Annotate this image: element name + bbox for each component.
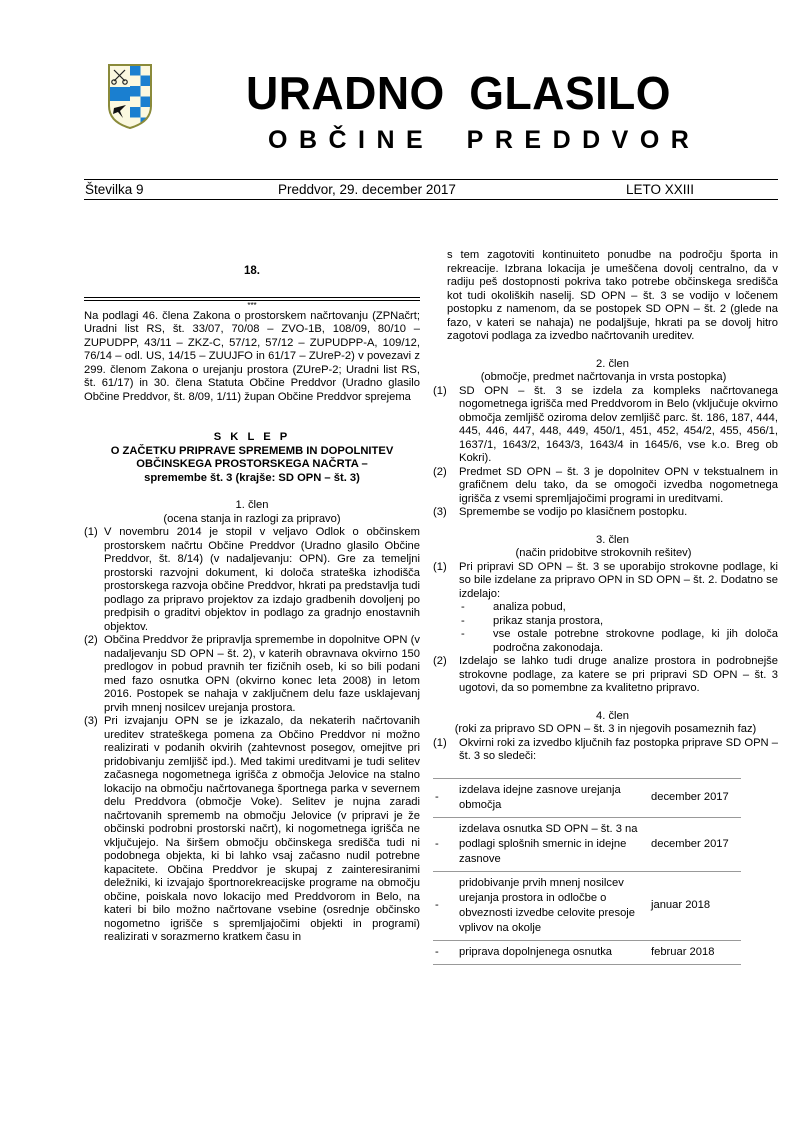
schedule-activity: izdelava idejne zasnove urejanja območja [459,778,651,817]
article-2-item: (1) SD OPN – št. 3 se izdela za kompleks načrtovanega nogometnega igrišča med Preddvorom in Belo (vključuje okvirno območja zemljišč oziroma delov zemljišč parc. št. 186, 187, 444, 445, 446, 447, 448, 449, 450/1, 451, 452, 454/2, 455, 456/1, 1637/1, 1643/2, 1643/3, 1643/4 in 1645/6, vse k.o. Breg ob Kokri). [433,384,779,464]
schedule-activity: priprava dopolnjenega osnutka [459,940,651,964]
article-1-item: (2) Občina Preddvor že pripravlja spremembe in dopolnitve OPN (v nadaljevanju SD OPN – št. 2), v katerih obravnava okvirno 150 predlogov in pobud pravnih ter fizičnih oseb, ki so bili podani med fazo osnutka OPN (okvirno konec leta 2008) in letom 2016. Postopek se nahaja v zaključnem delu faze usklajevanj prvih mnenj nosilcev urejanja prostora. [84,634,420,714]
table-row: - pridobivanje prvih mnenj nosilcev urejanja prostora in odločbe o obveznosti izvedbe celovite presoje vplivov na okolje januar 2018 [433,871,741,940]
issue-number: Številka 9 [85,182,144,197]
article-3-title: 3. člen [596,533,629,546]
separator-stars: *** [247,300,257,310]
table-row: - izdelava osnutka SD OPN – št. 3 na podlagi splošnih smernic in idejne zasnove december 2017 [433,817,741,871]
decision-heading [84,431,420,485]
article-4-subtitle: (roki za pripravo SD OPN – št. 3 in njegovih posameznih faz) [454,723,757,735]
article-3-bullet: - vse ostale potrebne strokovne podlage, ki jih določa področna zakonodaja. [461,628,778,654]
schedule-activity: pridobivanje prvih mnenj nosilcev urejanja prostora in odločbe o obveznosti izvedbe celovite presoje vplivov na okolje [459,871,651,940]
article-1-title: 1. člen [235,499,269,511]
article-2-item: (3) Spremembe se vodijo po klasičnem postopku. [433,506,688,518]
article-4-item: (1) Okvirni roki za izvedbo ključnih faz postopka priprave SD OPN – št. 3 so sledeči: [433,736,778,762]
decision-subtitle-2: OBČINSKEGA PROSTORSKEGA NAČRTA – [136,458,368,470]
act-number: 18. [244,265,260,277]
article-3-bullet: - analiza pobud, [461,601,566,613]
article-3-bullet: - prikaz stanja prostora, [461,614,604,627]
article-2-item: (2) Predmet SD OPN – št. 3 je dopolnitev OPN v tekstualnem in grafičnem delu tako, da se omogoči izvedba nogometnega igrišča z vsemi spremljajočimi programi in ureditvami. [433,465,778,505]
issue-year: LETO XXIII [626,182,695,197]
header-divider-top [84,179,778,180]
article-1-continuation: s tem zagotoviti kontinuiteto ponudbe na področju športa in rekreacije. Izbrana lokacija je umeščena dovolj centralno, da v radiju peš dostopnosti pokriva tako potrebe občinskega središča kot tudi okoliških naselij. SD OPN – št. 3 se vodijo v ločenem postopku z namenom, da se postopek SD OPN – št. 2 (glede na fazo, v kateri se nahaja) ne podaljšuje, hkrati pa se dovolj hitro zagotovi podlaga za izvedbo načrtovanih ureditev. [447,249,778,342]
article-3-item: (1) Pri pripravi SD OPN – št. 3 se uporabijo strokovne podlage, ki so bile izdelane za pripravo OPN in SD OPN – št. 2. Dodatno se izdelajo: [433,560,778,600]
article-4-title: 4. člen [596,709,629,722]
right-column [433,249,779,965]
decision-subtitle-3: spremembe št. 3 (krajše: SD OPN – št. 3) [144,471,360,484]
issue-bar [84,182,778,198]
article-2-subtitle: (območje, predmet načrtovanja in vrsta postopka) [480,371,727,383]
preamble: Na podlagi 46. člena Zakona o prostorskem načrtovanju (ZPNačrt; Uradni list RS, št. 33/07, 70/08 – ZVO-1B, 108/09, 80/10 – ZUPUDPP, 43/11 – ZKZ-C, 57/12, 57/12 – ZUPUDPP-A, 109/12, 76/14 – odl. US, 14/15 – ZUUJFO in 61/17 – ZUreP-2) v povezavi z 299. členom Zakona o urejanju prostora (ZUreP-2; Uradni list RS, št. 61/17) in 30. člena Statuta Občine Preddvor (Uradno glasilo Občine Preddvor, št. 8/09, 1/11) župan Občine Preddvor sprejema [84,309,420,403]
schedule-date: januar 2018 [651,871,741,940]
left-column [84,265,420,945]
coat-of-arms-logo [106,62,154,130]
schedule-date: december 2017 [651,817,741,871]
article-1-item: (3) Pri izvajanju OPN se je izkazalo, da nekaterih načrtovanih ureditev strateškega pomena za Občino Preddvor ni možno realizirati v podanih okvirih (zahtevnost posegov, omejitve pri pridobivanju zemljišč ipd.). Med takimi ureditvami je tudi selitev začasnega nogometnega igrišča z območja Jelovice na stalno lokacijo na območju načrtovanega športnega parka v severnem delu Preddvora (območje Voke). Selitev je nujna zaradi načrtovanih sprememb na območju Jelovice (v pripravi je že občinski podrobni prostorski načrt), ki nogometnega igrišča ne vključujejo. Na širšem območju občinskega središča tudi ni podobnega objekta, ki bi lahko vsaj začasno nudil potrebne kapacitete. Občina Preddvor je skupaj z zainteresiranimi deležniki, ki izvajajo športnorekreacijske programe na območju občine, poiskala novo lokacijo med Preddvorom in Belo, na kateri bi bilo možno načrtovane vsebine (osrednje občinsko nogometno igrišče s spremljajočimi objekti in programi) realizirati v sorazmerno kratkem času in [84,715,420,943]
article-3-item: (2) Izdelajo se lahko tudi druge analize prostora in podrobnejše strokovne podlage, za katere se pri pripravi SD OPN – št. 3 ugotovi, da so pomembne za kvalitetno pripravo. [433,655,778,694]
schedule-date: december 2017 [651,778,741,817]
schedule-activity: izdelava osnutka SD OPN – št. 3 na podlagi splošnih smernic in idejne zasnove [459,817,651,871]
article-2-title: 2. člen [596,357,629,370]
table-row: - izdelava idejne zasnove urejanja območja december 2017 [433,778,741,817]
issue-place-date: Preddvor, 29. december 2017 [278,182,456,197]
schedule-table [433,778,741,965]
header-divider-bottom [84,199,778,200]
table-row: - priprava dopolnjenega osnutka februar 2018 [433,940,741,964]
article-1-subtitle: (ocena stanja in razlogi za pripravo) [163,512,341,525]
schedule-date: februar 2018 [651,940,741,964]
publication-subtitle: OBČINE PREDDVOR [268,126,701,154]
decision-subtitle-1: O ZAČETKU PRIPRAVE SPREMEMB IN DOPOLNITEV [110,444,394,457]
article-3-subtitle: (način pridobitve strokovnih rešitev) [515,547,692,559]
publication-title: URADNO GLASILO [246,67,671,119]
decision-title: S K L E P [213,431,291,443]
article-1-item: (1) V novembru 2014 je stopil v veljavo Odlok o občinskem prostorskem načrtu Občine Preddvor (Uradno glasilo Občine Preddvor, št. 8/14) (v nadaljevanju: OPN). Gre za temeljni prostorski razvojni dokument, ki določa strateška izhodišča prostorskega razvoja občine Preddvor, hkrati pa predstavlja tudi podlago za pripravo projektov za izdajo gradbenih dovoljenj po predpisih o graditvi objektov in podlago za gradnjo enostavnih objektov. [84,526,420,633]
